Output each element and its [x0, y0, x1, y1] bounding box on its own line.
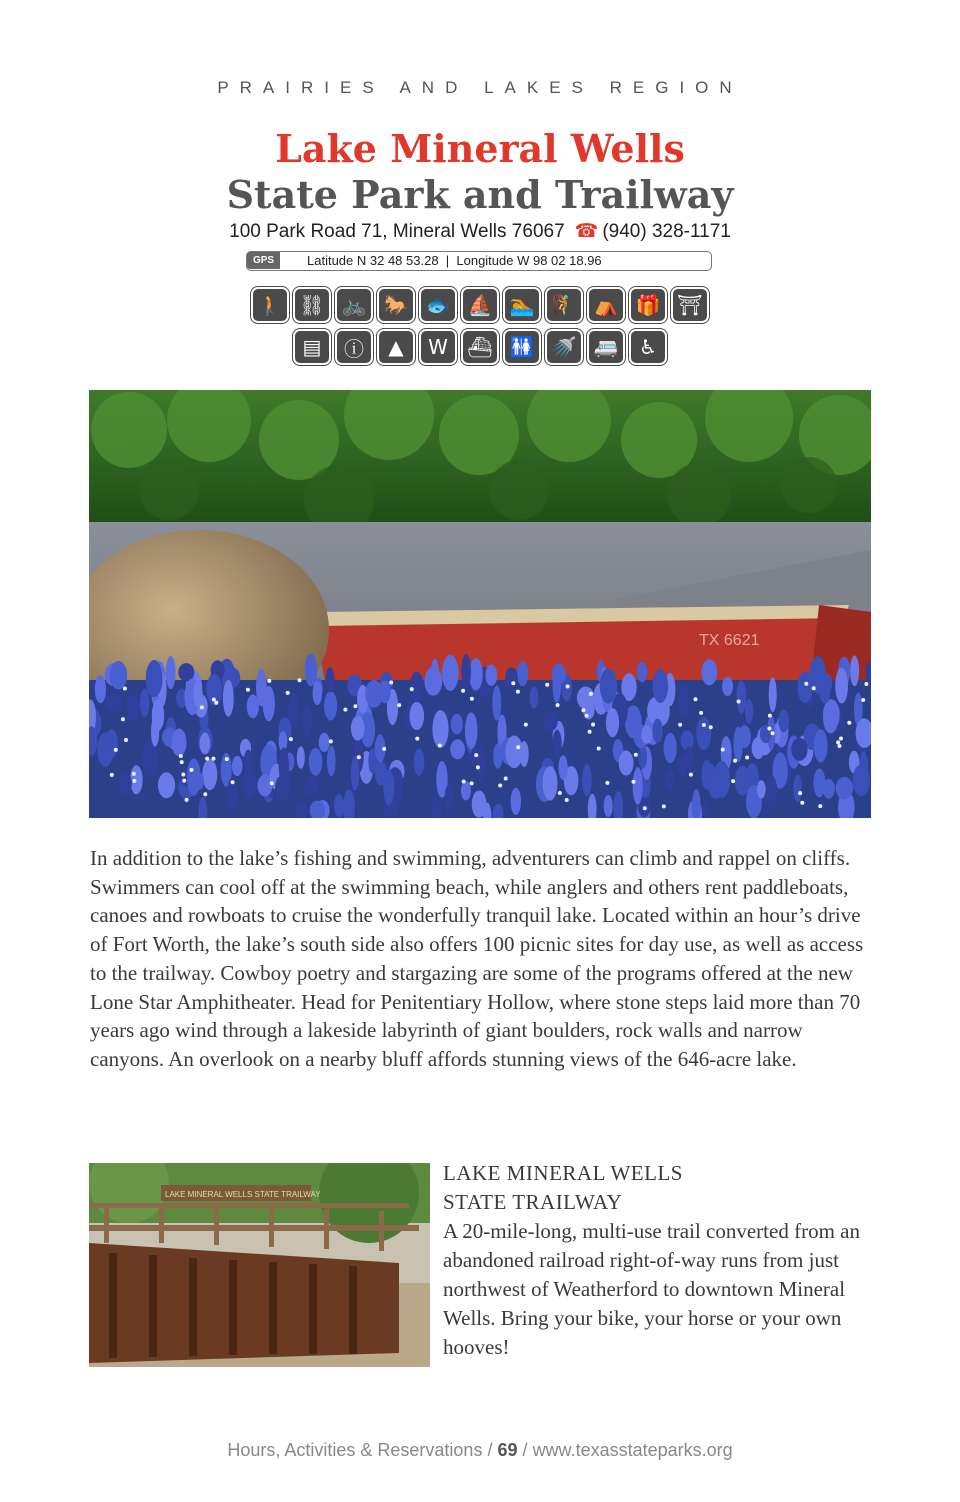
interpretive-center-icon: ⓘ — [335, 329, 373, 365]
gps-badge: GPS — [247, 252, 280, 269]
restrooms-icon: 🚻 — [503, 329, 541, 365]
phone-icon: ☎ — [574, 221, 599, 242]
gps-coordinates: Latitude N 32 48 53.28 | Longitude W 98 02 18.96 — [307, 253, 602, 268]
park-subtitle: State Park and Trailway — [226, 172, 734, 217]
park-title: Lake Mineral Wells — [275, 126, 685, 171]
fishing-icon: 🐟 — [419, 287, 457, 323]
rv-camping-icon: 🚐 — [587, 329, 625, 365]
water-campsite-icon: W — [419, 329, 457, 365]
boat-number: TX 6621 — [699, 632, 760, 649]
accessible-icon: ♿ — [629, 329, 667, 365]
region-heading: PRAIRIES AND LAKES REGION — [217, 78, 743, 97]
trailway-title-line-2: STATE TRAILWAY — [443, 1190, 623, 1214]
mountain-biking-icon: 🚲 — [335, 287, 373, 323]
group-picnic-icon: ⛩ — [671, 287, 709, 323]
trailway-description: A 20-mile-long, multi-use trail converted from an abandoned railroad right-of-way runs from just northwest of Weatherford to downtown Mineral Wells. Bring your bike, your horse or your own hooves! — [443, 1219, 860, 1359]
nature-trail-icon: ⛓ — [293, 287, 331, 323]
activity-icons-row-2 — [0, 329, 960, 365]
rock-climbing-icon: 🧗 — [545, 287, 583, 323]
tent-camping-icon: ▲ — [377, 329, 415, 365]
picnicking-icon: ⛺ — [587, 287, 625, 323]
trailway-sign-text: LAKE MINERAL WELLS STATE TRAILWAY — [165, 1190, 321, 1199]
footer-left-text: Hours, Activities & Reservations — [227, 1440, 483, 1460]
swimming-icon: 🏊 — [503, 287, 541, 323]
footer-separator: / — [487, 1440, 493, 1460]
address-line — [0, 220, 960, 243]
boat-ramp-icon: ⛴ — [461, 329, 499, 365]
footer-website-link[interactable]: www.texasstateparks.org — [532, 1440, 733, 1460]
gift-shop-icon: 🎁 — [629, 287, 667, 323]
amphitheater-icon: ▤ — [293, 329, 331, 365]
page-number: 69 — [497, 1440, 518, 1460]
park-description: In addition to the lake’s fishing and swimming, adventurers can climb and rappel on cliffs. Swimmers can cool off at the swimming beach, while anglers and others rent paddleboats, canoes and rowboats to cruise the wonderfully tranquil lake. Located within an hour’s drive of Fort Worth, the lake’s south side also offers 100 picnic sites for day use, as well as access to the trailway. Cowboy poetry and stargazing are some of the programs offered at the new Lone Star Amphitheater. Head for Penitentiary Hollow, where stone steps laid more than 70 years ago wind through a lakeside labyrinth of giant boulders, rock walls and narrow canyons. An overlook on a nearby bluff affords stunning views of the 646-acre lake. — [90, 846, 864, 1071]
trailway-title-line-1: LAKE MINERAL WELLS — [443, 1161, 683, 1185]
activity-icons-row-1 — [0, 287, 960, 323]
street-address: 100 Park Road 71, Mineral Wells 76067 — [229, 221, 565, 242]
trailway-title — [443, 1159, 683, 1217]
page-footer — [0, 1440, 960, 1461]
gps-box — [246, 251, 712, 271]
footer-separator: / — [522, 1440, 528, 1460]
boating-icon: ⛵ — [461, 287, 499, 323]
phone-number: (940) 328-1171 — [602, 221, 731, 242]
hiking-icon: 🚶 — [251, 287, 289, 323]
trailway-bridge-photo — [89, 1163, 430, 1367]
equestrian-icon: 🐎 — [377, 287, 415, 323]
showers-icon: 🚿 — [545, 329, 583, 365]
lake-boat-bluebonnets-photo — [89, 390, 871, 818]
